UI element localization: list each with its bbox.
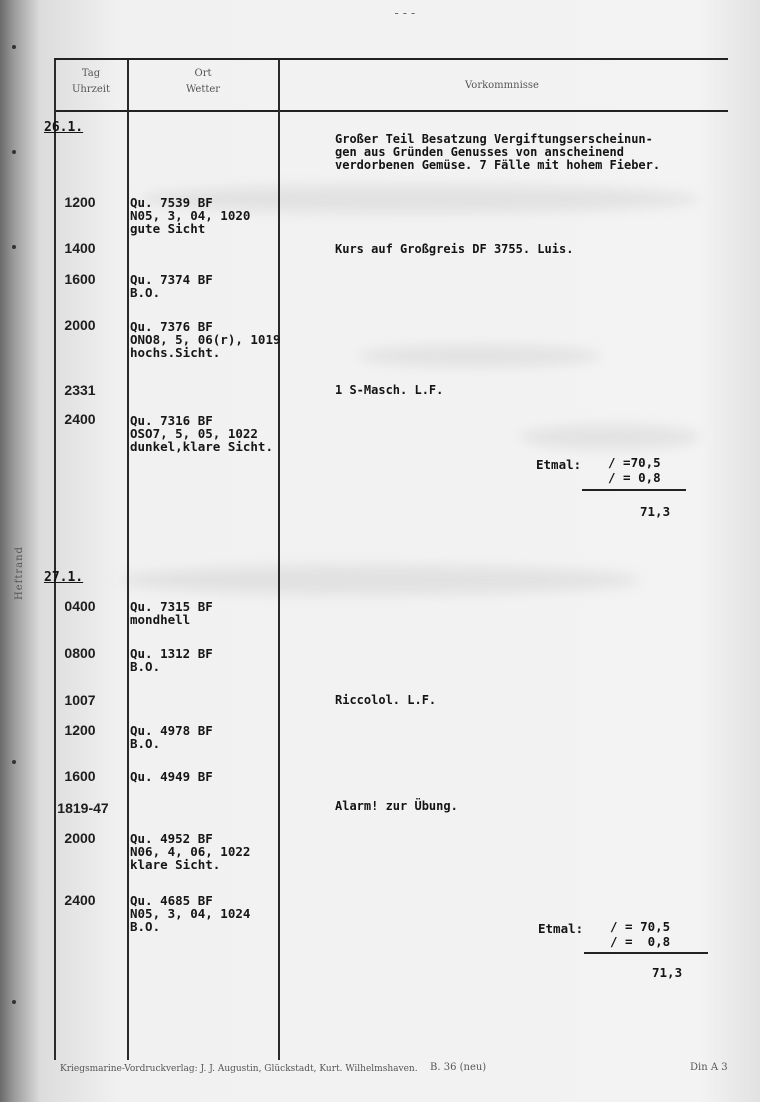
punch-hole bbox=[12, 45, 16, 49]
time-entry: 2000 bbox=[64, 317, 96, 333]
etmal-label: Etmal: bbox=[536, 457, 582, 472]
margin-label: Heftrand bbox=[14, 546, 25, 600]
date-day1: 26.1. bbox=[44, 120, 84, 135]
position-weather: Qu. 7376 BF ONO8, 5, 06(r), 1019 hochs.Sicht. bbox=[130, 319, 281, 360]
position-weather: Qu. 4949 BF bbox=[130, 769, 213, 784]
punch-hole bbox=[12, 760, 16, 764]
event-entry: 1 S-Masch. L.F. bbox=[335, 383, 444, 397]
event-entry: Riccolol. L.F. bbox=[335, 693, 437, 707]
punch-hole bbox=[12, 1000, 16, 1004]
footer-publisher: Kriegsmarine-Vordruckverlag: J. J. Augustin, Glückstadt, Kurt. Wilhelmshaven. bbox=[60, 1064, 418, 1074]
event-entry: Kurs auf Großgreis DF 3755. Luis. bbox=[335, 242, 574, 256]
time-entry: 2331 bbox=[64, 382, 96, 398]
header-wetter: Wetter bbox=[185, 84, 221, 95]
event-entry: Alarm! zur Übung. bbox=[335, 799, 458, 813]
time-entry: 2000 bbox=[64, 830, 96, 846]
header-tag-uhrzeit bbox=[58, 66, 124, 98]
position-weather: Qu. 7315 BF mondhell bbox=[130, 599, 213, 627]
time-entry: 1400 bbox=[64, 240, 96, 256]
etmal-label: Etmal: bbox=[538, 921, 584, 936]
header-ort: Ort bbox=[194, 68, 212, 79]
position-weather: Qu. 7539 BF N05, 3, 04, 1020 gute Sicht bbox=[130, 195, 251, 236]
time-entry: 0800 bbox=[64, 645, 96, 661]
column-rule-ort bbox=[278, 60, 280, 1060]
header-bottom-rule bbox=[54, 110, 728, 112]
time-entry: 1600 bbox=[64, 768, 96, 784]
time-entry: 0400 bbox=[64, 598, 96, 614]
top-mark: --- bbox=[393, 6, 418, 20]
header-uhrzeit: Uhrzeit bbox=[71, 84, 111, 95]
header-vorkommnisse: Vorkommnisse bbox=[465, 80, 539, 91]
position-weather: Qu. 4952 BF N06, 4, 06, 1022 klare Sicht. bbox=[130, 831, 251, 872]
position-weather: Qu. 4685 BF N05, 3, 04, 1024 B.O. bbox=[130, 893, 251, 934]
time-entry: 2400 bbox=[64, 411, 96, 427]
etmal-line2: / = 0,8 bbox=[610, 934, 671, 949]
scan-smudge bbox=[520, 425, 700, 449]
scan-smudge bbox=[120, 565, 640, 595]
position-weather: Qu. 7374 BF B.O. bbox=[130, 272, 213, 300]
footer-paper-size: Din A 3 bbox=[690, 1062, 728, 1073]
etmal-line2: / = 0,8 bbox=[608, 470, 661, 485]
etmal-line1: / = 70,5 bbox=[610, 919, 671, 934]
time-entry: 1600 bbox=[64, 271, 96, 287]
etmal-sum-rule bbox=[582, 489, 686, 491]
table-left-rule bbox=[54, 60, 56, 1060]
column-rule-time bbox=[127, 60, 129, 1060]
time-entry: 1200 bbox=[64, 194, 96, 210]
punch-hole bbox=[12, 245, 16, 249]
position-weather: Qu. 4978 BF B.O. bbox=[130, 723, 213, 751]
date-day2: 27.1. bbox=[44, 570, 84, 585]
header-ort-wetter bbox=[130, 66, 276, 98]
event-day1-intro: Großer Teil Besatzung Vergiftungserscheinun- gen aus Gründen Genusses von anscheinend verdorbenen Gemüse. 7 Fälle mit hohem Fieber. bbox=[335, 132, 661, 172]
etmal-sum-rule bbox=[584, 952, 708, 954]
footer-form-number: B. 36 (neu) bbox=[430, 1062, 487, 1073]
table-top-rule bbox=[54, 58, 728, 60]
time-entry: 1819-47 bbox=[57, 800, 109, 816]
scan-smudge bbox=[360, 345, 600, 367]
time-entry: 1007 bbox=[64, 692, 96, 708]
time-entry: 2400 bbox=[64, 892, 96, 908]
etmal-total: 71,3 bbox=[640, 504, 671, 519]
position-weather: Qu. 7316 BF OSO7, 5, 05, 1022 dunkel,klare Sicht. bbox=[130, 413, 273, 454]
position-weather: Qu. 1312 BF B.O. bbox=[130, 646, 213, 674]
header-tag: Tag bbox=[81, 68, 101, 79]
etmal-total: 71,3 bbox=[652, 965, 683, 980]
time-entry: 1200 bbox=[64, 722, 96, 738]
etmal-line1: / =70,5 bbox=[608, 455, 661, 470]
punch-hole bbox=[12, 150, 16, 154]
